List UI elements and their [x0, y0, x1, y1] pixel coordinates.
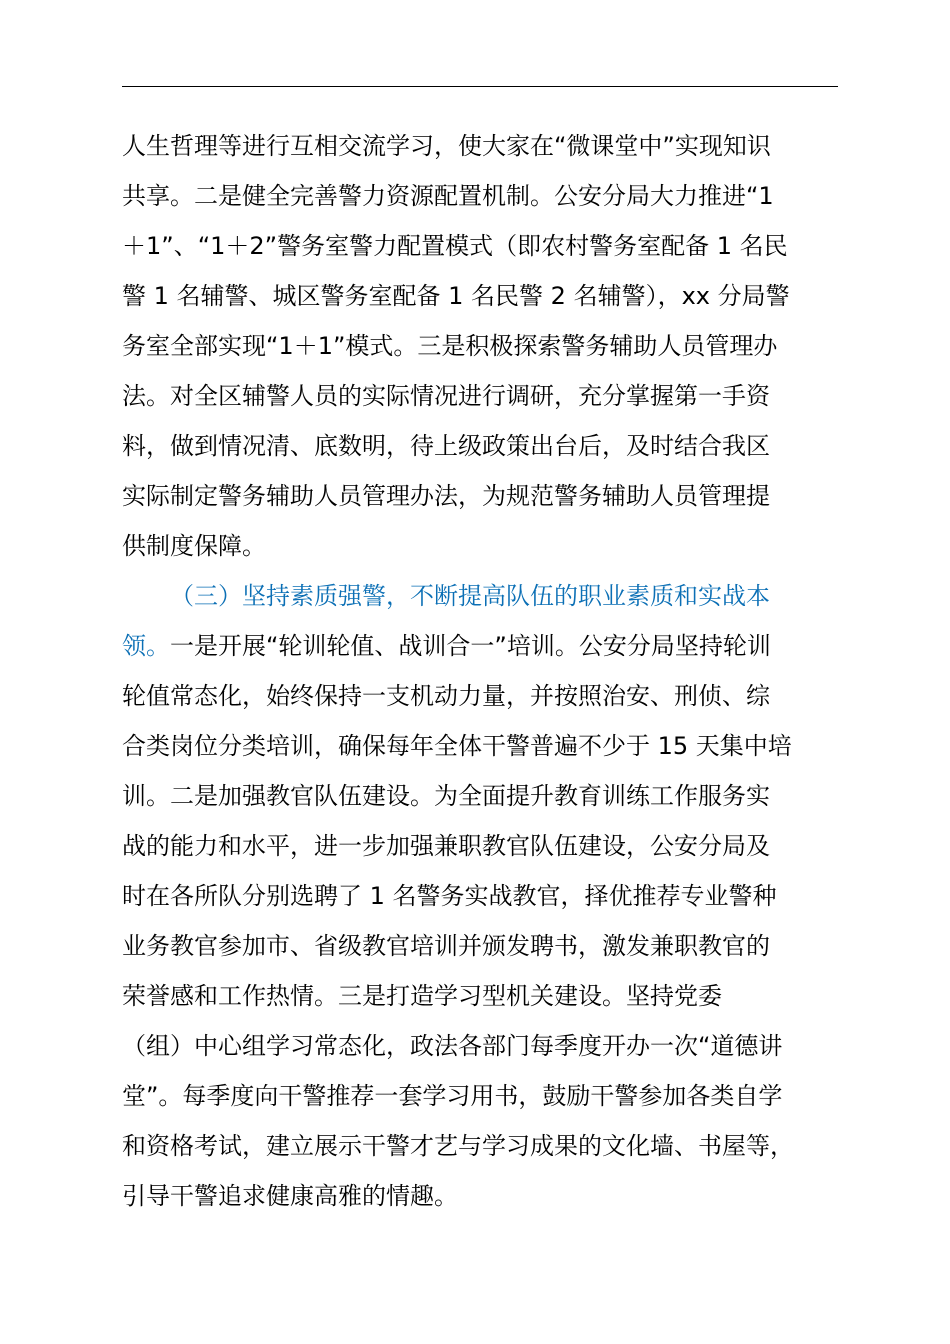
text-line: 供制度保障。 — [122, 532, 266, 560]
section-heading-end: 领。 — [122, 632, 170, 660]
text-line: 合类岗位分类培训，确保每年全体干警普遍不少于 15 天集中培 — [122, 732, 792, 760]
text-line: 时在各所队分别选聘了 1 名警务实战教官，择优推荐专业警种 — [122, 882, 777, 910]
text-line: 轮值常态化，始终保持一支机动力量，并按照治安、刑侦、综 — [122, 682, 770, 710]
text-line: 堂”。每季度向干警推荐一套学习用书，鼓励干警参加各类自学 — [122, 1082, 783, 1110]
text-line: 和资格考试，建立展示干警才艺与学习成果的文化墙、书屋等， — [122, 1132, 794, 1160]
header-rule — [122, 86, 838, 87]
text-line: 共享。二是健全完善警力资源配置机制。公安分局大力推进“1 — [122, 182, 774, 210]
text-line: 警 1 名辅警、城区警务室配备 1 名民警 2 名辅警），xx 分局警 — [122, 282, 790, 310]
text-line: 实际制定警务辅助人员管理办法，为规范警务辅助人员管理提 — [122, 482, 770, 510]
section-heading: （三）坚持素质强警，不断提高队伍的职业素质和实战本 — [170, 582, 770, 610]
text-line: 战的能力和水平，进一步加强兼职教官队伍建设，公安分局及 — [122, 832, 770, 860]
document-body — [122, 121, 852, 1221]
text-line: 训。二是加强教官队伍建设。为全面提升教育训练工作服务实 — [122, 782, 770, 810]
text-line: 法。对全区辅警人员的实际情况进行调研，充分掌握第一手资 — [122, 382, 770, 410]
text-line: 料，做到情况清、底数明，待上级政策出台后，及时结合我区 — [122, 432, 770, 460]
text-line: 人生哲理等进行互相交流学习，使大家在“微课堂中”实现知识 — [122, 132, 771, 160]
text-line: 务室全部实现“1＋1”模式。三是积极探索警务辅助人员管理办 — [122, 332, 778, 360]
text-line: （组）中心组学习常态化，政法各部门每季度开办一次“道德讲 — [122, 1032, 783, 1060]
text-line: 引导干警追求健康高雅的情趣。 — [122, 1182, 458, 1210]
text-line-after-heading: 一是开展“轮训轮值、战训合一”培训。公安分局坚持轮训 — [170, 632, 771, 660]
text-line: 荣誉感和工作热情。三是打造学习型机关建设。坚持党委 — [122, 982, 722, 1010]
text-line: ＋1”、“1＋2”警务室警力配置模式（即农村警务室配备 1 名民 — [122, 232, 788, 260]
text-line: 业务教官参加市、省级教官培训并颁发聘书，激发兼职教官的 — [122, 932, 770, 960]
heading-continuation-line — [122, 621, 852, 671]
